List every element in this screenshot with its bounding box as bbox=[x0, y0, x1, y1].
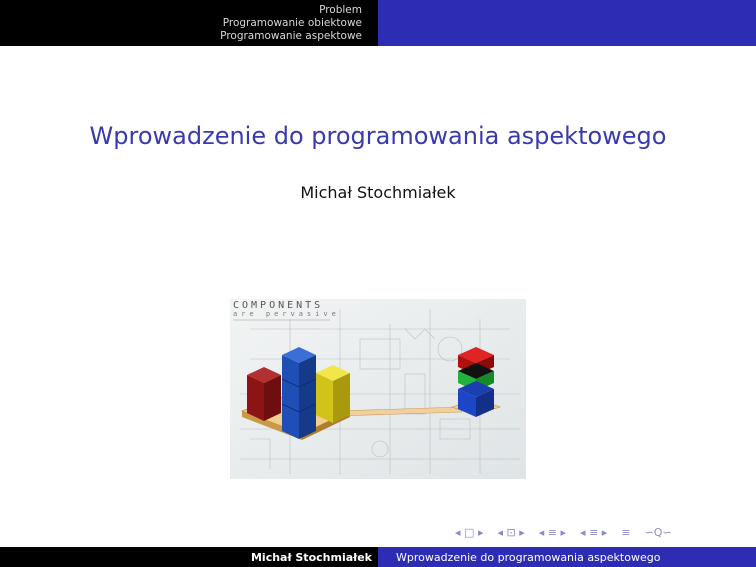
beamer-navigation bbox=[455, 526, 672, 539]
header-bar bbox=[0, 0, 756, 46]
section-link-aop[interactable]: Programowanie aspektowe bbox=[220, 29, 362, 42]
part-next-icon[interactable]: ▸ bbox=[601, 526, 608, 539]
section-link-oop[interactable]: Programowanie obiektowe bbox=[222, 16, 362, 29]
frame-prev-icon[interactable]: ◂ bbox=[455, 526, 461, 539]
footer-author: Michał Stochmiałek bbox=[0, 547, 378, 567]
section-next-icon[interactable]: ▸ bbox=[560, 526, 567, 539]
document-icon[interactable]: ≡ bbox=[621, 526, 631, 539]
search-icon[interactable]: ∽Q∽ bbox=[644, 526, 672, 539]
section-link-problem[interactable]: Problem bbox=[319, 3, 362, 16]
section-navigation bbox=[0, 0, 378, 46]
frame-icon: □ bbox=[464, 526, 475, 539]
section-prev-icon[interactable]: ◂ bbox=[538, 526, 545, 539]
slide-author: Michał Stochmiałek bbox=[300, 183, 456, 202]
header-right-panel bbox=[378, 0, 756, 46]
footer-bar bbox=[0, 547, 756, 567]
figure-caption-line2: are pervasive bbox=[233, 310, 340, 318]
footer-title: Wprowadzenie do programowania aspektowego bbox=[378, 547, 756, 567]
frame-navigation[interactable] bbox=[455, 526, 483, 539]
subsection-next-icon[interactable]: ▸ bbox=[519, 526, 525, 539]
part-icon: ≡ bbox=[589, 526, 599, 539]
part-prev-icon[interactable]: ◂ bbox=[580, 526, 586, 539]
subsection-prev-icon[interactable]: ◂ bbox=[497, 526, 503, 539]
subsection-icon: ⊡ bbox=[506, 526, 516, 539]
subsection-navigation[interactable] bbox=[497, 526, 524, 539]
figure-caption-line1: COMPONENTS bbox=[233, 300, 324, 311]
section-icon: ≡ bbox=[547, 526, 557, 539]
components-illustration bbox=[230, 299, 526, 479]
slide-title: Wprowadzenie do programowania aspektowego bbox=[89, 122, 667, 150]
section-nav-group[interactable] bbox=[539, 526, 566, 539]
frame-next-icon[interactable]: ▸ bbox=[477, 526, 484, 539]
part-navigation[interactable] bbox=[580, 526, 607, 539]
